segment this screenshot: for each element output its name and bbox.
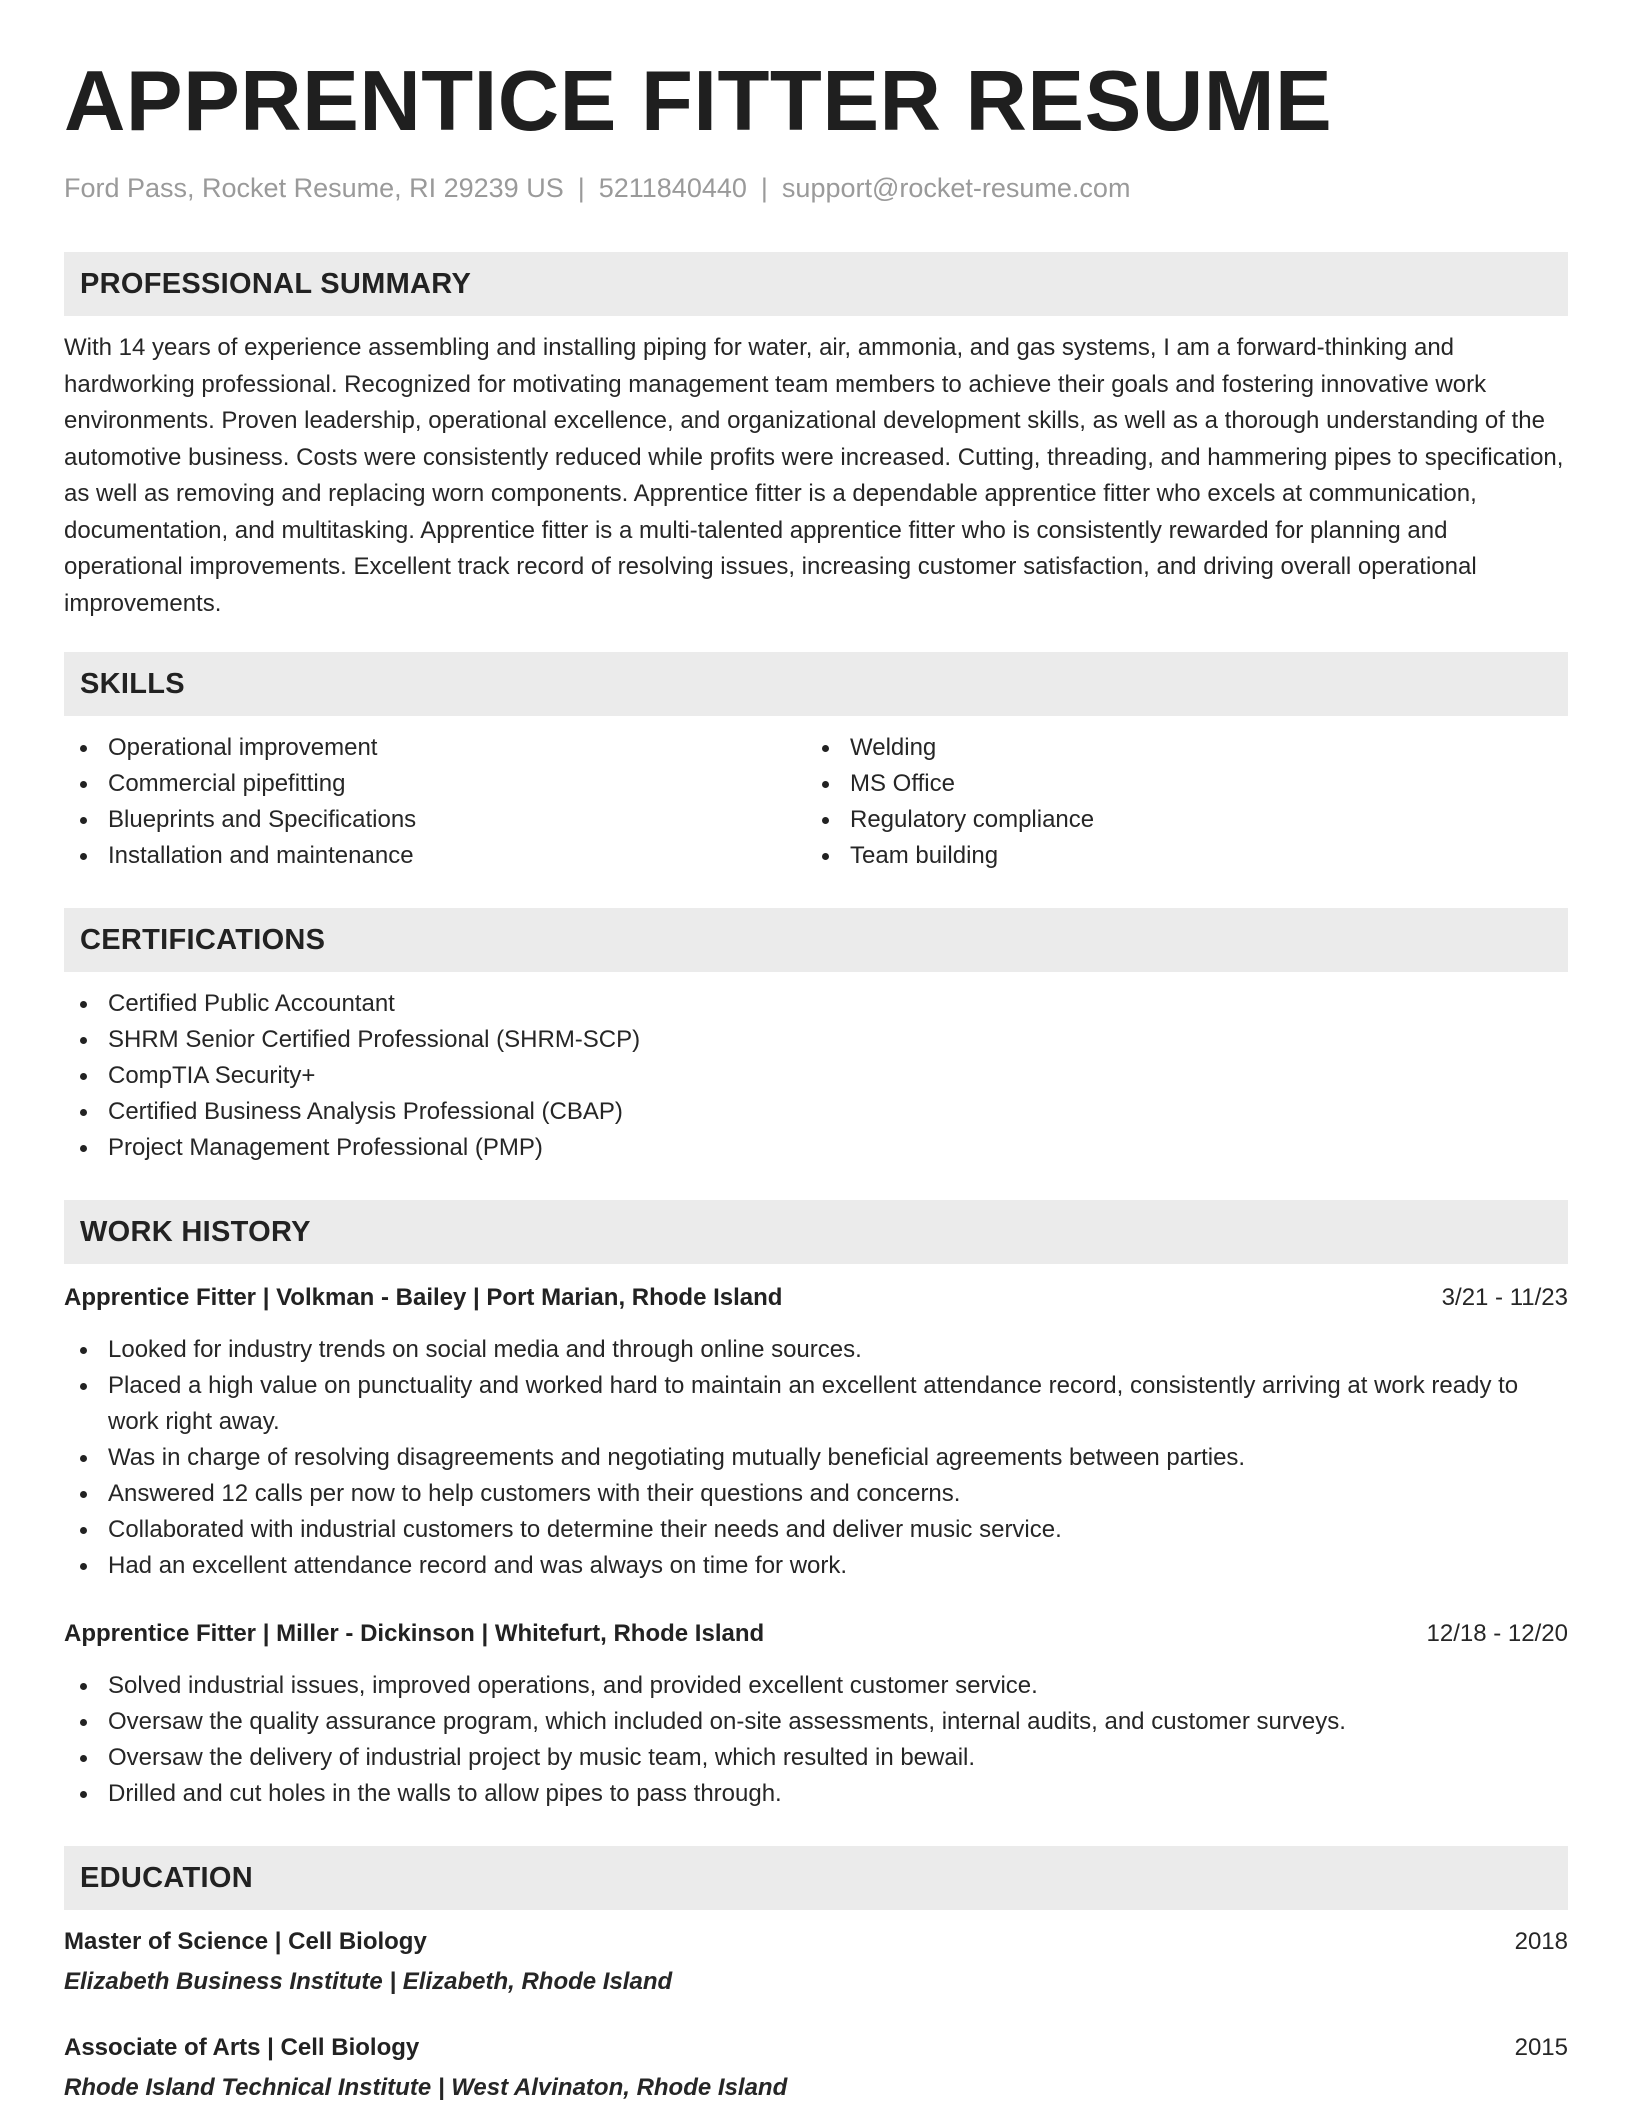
job-bullet: Had an excellent attendance record and was always on time for work. xyxy=(64,1548,1568,1584)
skill-item: Team building xyxy=(806,838,1548,874)
contact-separator: | xyxy=(577,173,585,203)
job-title: Apprentice Fitter | Miller - Dickinson | Whitefurt, Rhode Island xyxy=(64,1620,765,1647)
education-header xyxy=(64,1924,1568,1960)
education-degree: Associate of Arts | Cell Biology xyxy=(64,2034,420,2061)
skill-item: MS Office xyxy=(806,766,1548,802)
job-dates: 12/18 - 12/20 xyxy=(1426,1620,1568,1647)
job-bullet: Answered 12 calls per now to help customers with their questions and concerns. xyxy=(64,1476,1568,1512)
contact-email: support@rocket-resume.com xyxy=(781,173,1131,203)
section-header-skills: SKILLS xyxy=(64,652,1568,716)
section-header-summary: PROFESSIONAL SUMMARY xyxy=(64,252,1568,316)
education-entry xyxy=(64,1924,1568,2000)
certification-item: Certified Business Analysis Professional (CBAP) xyxy=(64,1094,1568,1130)
job-bullet: Solved industrial issues, improved operations, and provided excellent customer service. xyxy=(64,1668,1568,1704)
skill-item: Commercial pipefitting xyxy=(64,766,806,802)
job-bullets xyxy=(64,1668,1568,1812)
job-bullet: Drilled and cut holes in the walls to allow pipes to pass through. xyxy=(64,1776,1568,1812)
job-entry xyxy=(64,1280,1568,1584)
education-year: 2015 xyxy=(1514,2034,1568,2061)
certification-item: CompTIA Security+ xyxy=(64,1058,1568,1094)
education-school: Elizabeth Business Institute | Elizabeth, Rhode Island xyxy=(64,1968,673,1995)
contact-address: Ford Pass, Rocket Resume, RI 29239 US xyxy=(64,173,564,203)
skill-item: Blueprints and Specifications xyxy=(64,802,806,838)
section-header-education: EDUCATION xyxy=(64,1846,1568,1910)
education-year: 2018 xyxy=(1514,1928,1568,1955)
skills-column-left xyxy=(64,730,806,874)
skill-item: Regulatory compliance xyxy=(806,802,1548,838)
contact-phone: 5211840440 xyxy=(598,173,747,203)
section-header-certifications: CERTIFICATIONS xyxy=(64,908,1568,972)
skill-item: Installation and maintenance xyxy=(64,838,806,874)
resume-page xyxy=(64,0,1568,2106)
job-header xyxy=(64,1616,1568,1652)
skill-item: Operational improvement xyxy=(64,730,806,766)
job-bullet: Looked for industry trends on social media and through online sources. xyxy=(64,1332,1568,1368)
summary-text: With 14 years of experience assembling and installing piping for water, air, ammonia, and gas systems, I am a forward-thinking and hardworking professional. Recognized for motivating management team members to achieve their goals and fostering innovative work environments. Proven leadership, operational excellence, and organizational development skills, as well as a thorough understanding of the automotive business. Costs were consistently reduced while profits were increased. Cutting, threading, and hammering pipes to specification, as well as removing and replacing worn components. Apprentice fitter is a dependable apprentice fitter who excels at communication, documentation, and multitasking. Apprentice fitter is a multi-talented apprentice fitter who is consistently rewarded for planning and operational improvements. Excellent track record of resolving issues, increasing customer satisfaction, and driving overall operational improvements. xyxy=(64,334,1564,617)
job-bullet: Collaborated with industrial customers to determine their needs and deliver music service. xyxy=(64,1512,1568,1548)
skills-list-right xyxy=(806,730,1548,874)
certifications-list xyxy=(64,986,1568,1166)
education-school: Rhode Island Technical Institute | West Alvinaton, Rhode Island xyxy=(64,2074,788,2101)
skills-columns xyxy=(64,730,1568,874)
skills-list-left xyxy=(64,730,806,874)
certification-item: Certified Public Accountant xyxy=(64,986,1568,1022)
job-entry xyxy=(64,1616,1568,1812)
skills-column-right xyxy=(806,730,1548,874)
section-header-work-history: WORK HISTORY xyxy=(64,1200,1568,1264)
skill-item: Welding xyxy=(806,730,1548,766)
job-dates: 3/21 - 11/23 xyxy=(1441,1284,1568,1311)
job-title: Apprentice Fitter | Volkman - Bailey | Port Marian, Rhode Island xyxy=(64,1284,783,1311)
contact-line xyxy=(64,170,1568,206)
certification-item: Project Management Professional (PMP) xyxy=(64,1130,1568,1166)
job-bullet: Placed a high value on punctuality and worked hard to maintain an excellent attendance record, consistently arriving at work ready to work right away. xyxy=(64,1368,1568,1440)
education-entry xyxy=(64,2030,1568,2106)
job-bullet: Oversaw the delivery of industrial project by music team, which resulted in bewail. xyxy=(64,1740,1568,1776)
job-header xyxy=(64,1280,1568,1316)
resume-title: APPRENTICE FITTER RESUME xyxy=(64,54,1333,149)
education-header xyxy=(64,2030,1568,2066)
education-degree: Master of Science | Cell Biology xyxy=(64,1928,427,1955)
job-bullet: Was in charge of resolving disagreements and negotiating mutually beneficial agreements between parties. xyxy=(64,1440,1568,1476)
job-bullet: Oversaw the quality assurance program, which included on-site assessments, internal audits, and customer surveys. xyxy=(64,1704,1568,1740)
certification-item: SHRM Senior Certified Professional (SHRM-SCP) xyxy=(64,1022,1568,1058)
contact-separator: | xyxy=(760,173,768,203)
job-bullets xyxy=(64,1332,1568,1584)
